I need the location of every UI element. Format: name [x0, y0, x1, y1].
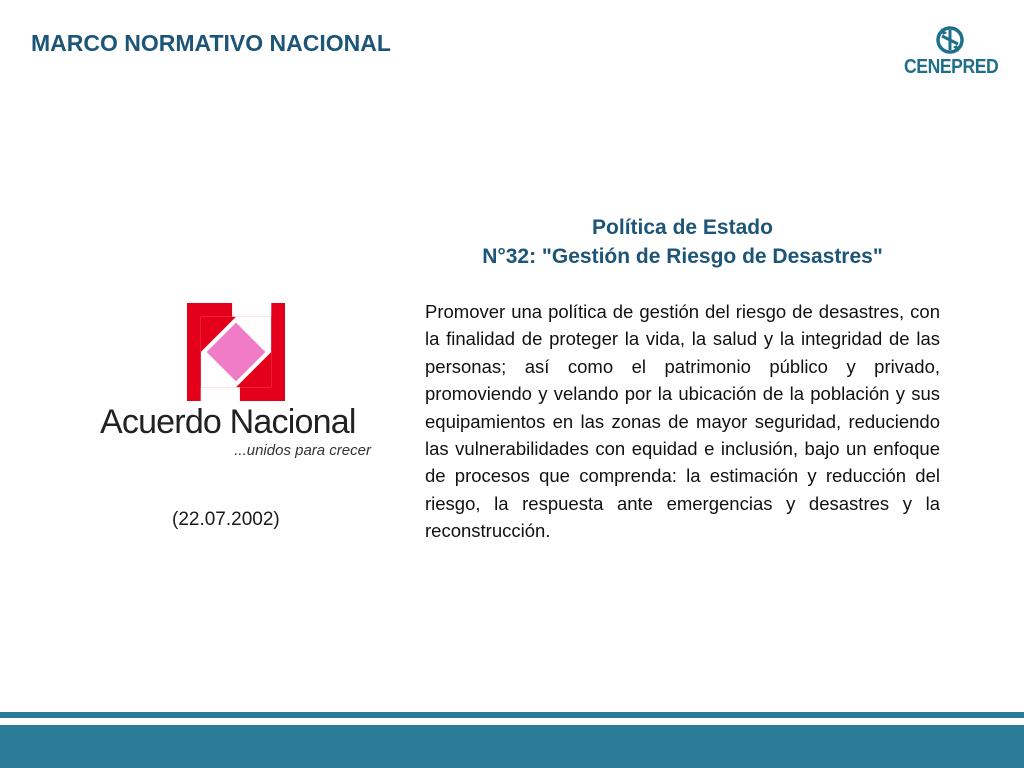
- policy-body: Promover una política de gestión del riesgo de desastres, con la finalidad de proteger la vida, la salud y la integridad de las personas; así como el patrimonio público y privado, promoviendo y velando por la ubicación de la población y sus equipamientos en las zonas de mayor seguridad, reduciendo las vulnerabilidades con equidad e inclusión, bajo un enfoque de procesos que comprenda: la estimación y reducción del riesgo, la respuesta ante emergencias y desastres y la reconstrucción.: [425, 301, 940, 542]
- logo-name: Acuerdo Nacional: [100, 403, 356, 441]
- date-label: (22.07.2002): [172, 509, 280, 530]
- brand-name: CENEPRED: [904, 56, 999, 78]
- policy-heading-line2: N°32: "Gestión de Riesgo de Desastres": [482, 245, 883, 268]
- cenepred-emblem-icon: [933, 24, 967, 56]
- cenepred-logo: [900, 22, 1000, 84]
- policy-heading: [425, 213, 940, 271]
- acuerdo-nacional-mark-icon: [187, 303, 285, 401]
- footer-stripe-thin: [0, 712, 1024, 718]
- footer-stripe-thick: [0, 725, 1024, 768]
- logo-tagline: ...unidos para crecer: [234, 442, 371, 459]
- policy-heading-line1: Política de Estado: [592, 216, 773, 239]
- slide-title: MARCO NORMATIVO NACIONAL: [31, 30, 391, 56]
- acuerdo-nacional-logo: [95, 295, 375, 465]
